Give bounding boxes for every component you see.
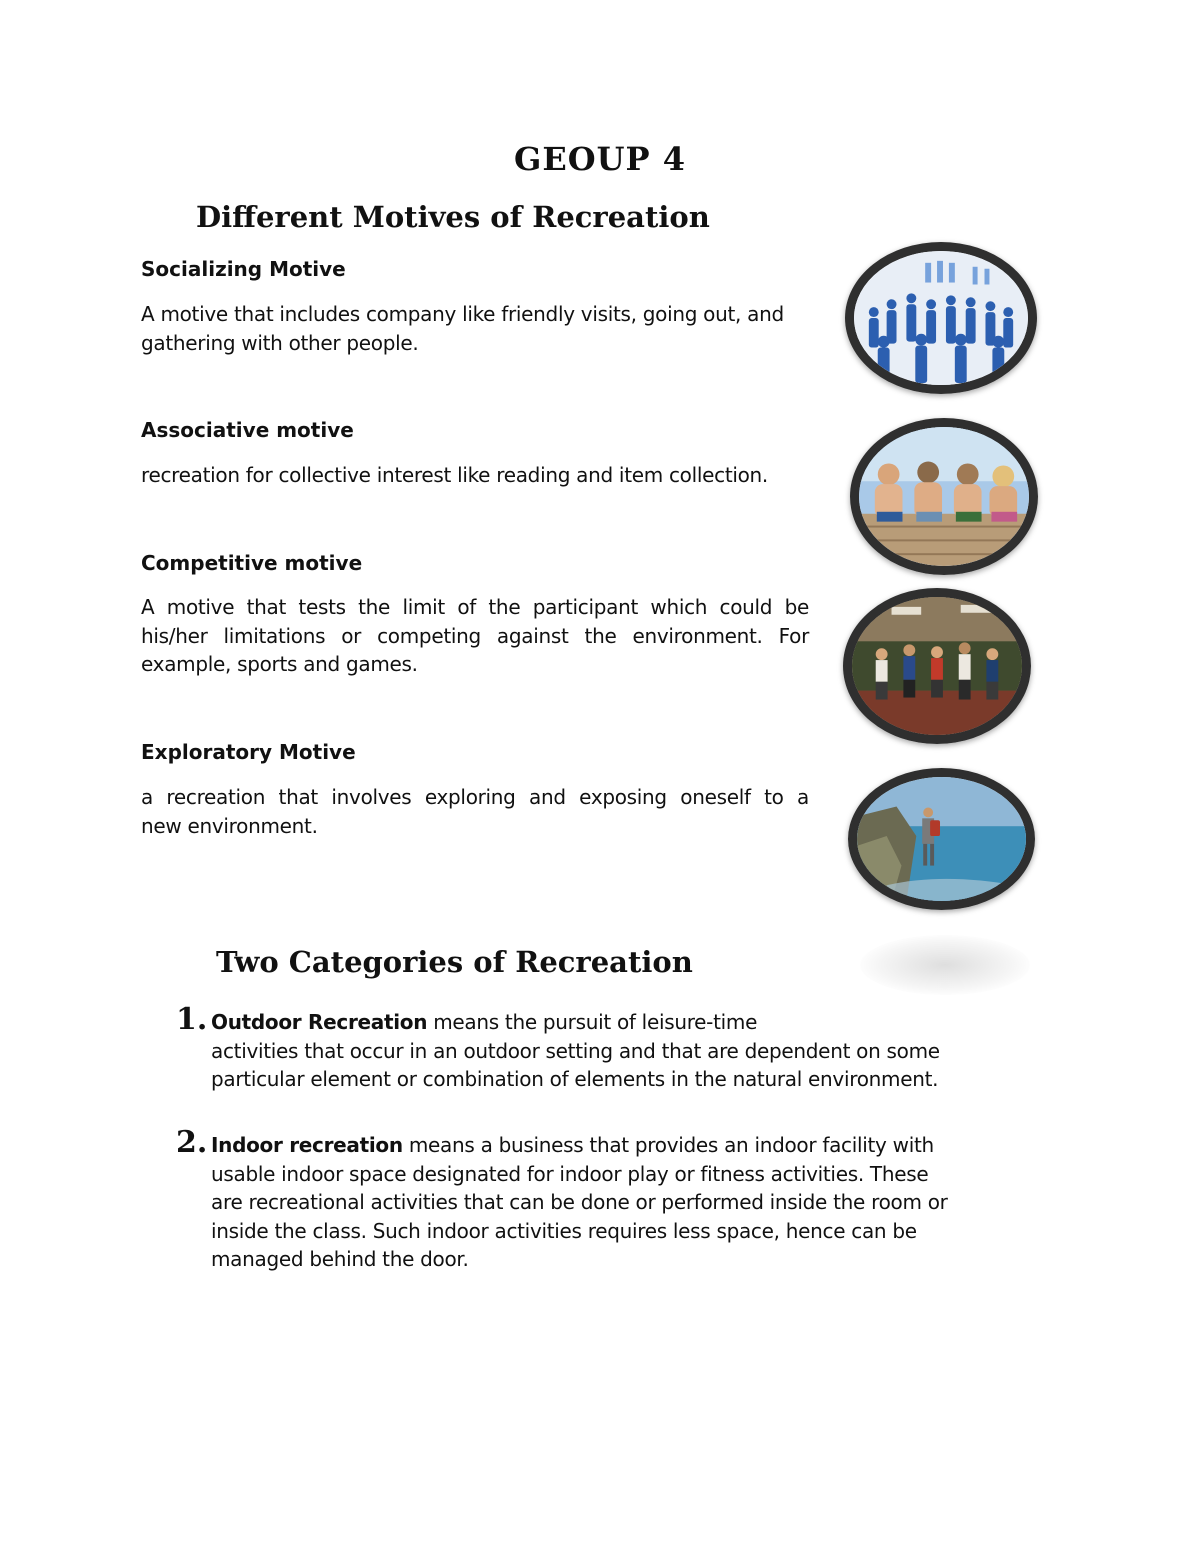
motive-heading-associative: Associative motive	[141, 418, 354, 442]
hiker-image	[848, 768, 1035, 910]
runners-image	[843, 588, 1031, 744]
category-line: usable indoor space designated for indoor play or fitness activities. These	[211, 1161, 929, 1186]
motive-line: his/her limitations or competing against the environment. For	[141, 623, 809, 648]
category-line	[211, 1008, 940, 1037]
category-line-text: means a business that provides an indoor facility with	[402, 1133, 934, 1157]
categories-heading: Two Categories of Recreation	[216, 945, 693, 979]
motive-heading-competitive: Competitive motive	[141, 551, 363, 575]
motive-body-associative	[141, 461, 768, 490]
motive-line: A motive that tests the limit of the participant which could be	[141, 595, 809, 619]
motive-line: example, sports and games.	[141, 652, 418, 676]
decorative-shadow	[860, 935, 1030, 995]
category-number-1: 1.	[176, 1002, 208, 1037]
category-line-text: means the pursuit of leisure-time	[427, 1010, 758, 1034]
category-line	[211, 1131, 948, 1160]
motive-body-competitive	[141, 593, 809, 679]
category-number-2: 2.	[176, 1125, 208, 1160]
category-line: are recreational activities that can be done or performed inside the room or	[211, 1190, 948, 1214]
category-term: Outdoor Recreation	[211, 1010, 428, 1034]
motive-body-exploratory	[141, 783, 809, 840]
category-term: Indoor recreation	[211, 1133, 403, 1157]
motive-heading-exploratory: Exploratory Motive	[141, 740, 356, 764]
motive-line: gathering with other people.	[141, 330, 419, 355]
people-network-image	[845, 242, 1037, 394]
category-body-indoor	[211, 1131, 948, 1274]
category-line: managed behind the door.	[211, 1247, 469, 1271]
motive-line: A motive that includes company like friendly visits, going out, and	[141, 302, 784, 326]
category-line: particular element or combination of elements in the natural environment.	[211, 1067, 939, 1091]
motive-heading-socializing: Socializing Motive	[141, 257, 346, 281]
motive-body-socializing	[141, 300, 784, 357]
category-body-outdoor	[211, 1008, 940, 1094]
children-image	[850, 418, 1038, 575]
category-line: inside the class. Such indoor activities requires less space, hence can be	[211, 1218, 917, 1243]
motive-line: new environment.	[141, 813, 318, 838]
page-title: GEOUP 4	[514, 140, 686, 178]
category-line: activities that occur in an outdoor setting and that are dependent on some	[211, 1038, 940, 1063]
motive-line: recreation for collective interest like reading and item collection.	[141, 463, 768, 487]
motive-line: a recreation that involves exploring and exposing oneself to a	[141, 785, 809, 809]
motives-heading: Different Motives of Recreation	[196, 200, 710, 234]
